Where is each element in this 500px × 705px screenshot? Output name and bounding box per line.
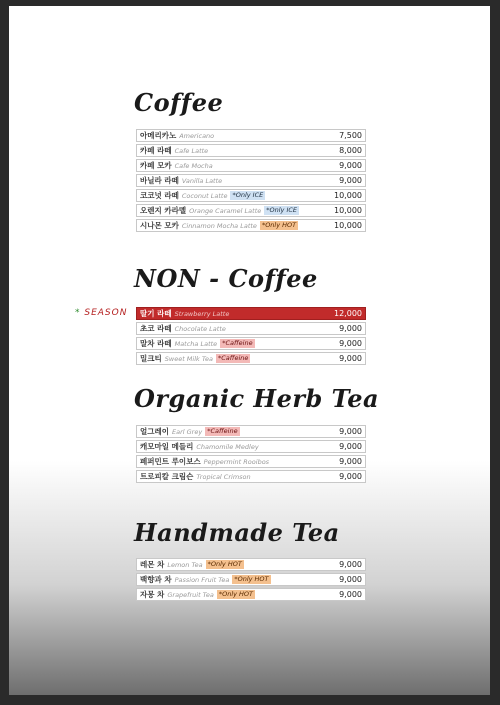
item-price: 9,000 — [339, 176, 362, 185]
item-name-en: Strawberry Latte — [174, 309, 230, 318]
item-name-en: Peppermint Rooibos — [203, 457, 270, 466]
menu-item — [136, 470, 366, 483]
item-name-ko: 백향과 차 — [140, 575, 172, 584]
menu-item — [136, 204, 366, 217]
item-name-en: Orange Caramel Latte — [189, 206, 262, 215]
menu-item-season — [136, 307, 366, 320]
item-name-en: Cafe Mocha — [174, 161, 213, 170]
item-name-ko: 얼그레이 — [140, 427, 169, 436]
item-name-ko: 초코 라떼 — [140, 324, 172, 333]
item-name-en: Earl Grey — [171, 427, 203, 436]
item-price: 9,000 — [339, 575, 362, 584]
menu-item — [136, 129, 366, 142]
menu-item — [136, 352, 366, 365]
item-price: 10,000 — [334, 221, 362, 230]
menu-item — [136, 322, 366, 335]
item-price: 8,000 — [339, 146, 362, 155]
item-price: 10,000 — [334, 206, 362, 215]
item-tag: *Caffeine — [222, 339, 253, 347]
season-label-text: SEASON — [84, 308, 128, 318]
handmade-tea-table — [136, 558, 366, 603]
item-price: 12,000 — [334, 309, 362, 318]
item-name-ko: 딸기 라떼 — [140, 309, 172, 318]
item-name-en: Tropical Crimson — [196, 472, 251, 481]
section-title-non-coffee: NON - Coffee — [134, 264, 318, 293]
item-name-en: Americano — [179, 131, 215, 140]
item-name-ko: 코코넛 라떼 — [140, 191, 179, 200]
item-name-ko: 캐모마일 메들리 — [140, 442, 194, 451]
item-name-ko: 오렌지 카라멜 — [140, 206, 187, 215]
item-name-en: Matcha Latte — [174, 339, 218, 348]
item-tag: *Only HOT — [261, 221, 297, 229]
menu-item — [136, 189, 366, 202]
item-price: 7,500 — [339, 131, 362, 140]
item-name-en: Chamomile Medley — [196, 442, 259, 451]
menu-page — [9, 6, 490, 695]
item-name-en: Lemon Tea — [167, 560, 203, 569]
item-name-en: Vanilla Latte — [181, 176, 223, 185]
item-tag: *Only HOT — [207, 560, 242, 568]
item-name-en: Chocolate Latte — [174, 324, 226, 333]
item-price: 9,000 — [339, 354, 362, 363]
item-tag: *Only ICE — [266, 206, 298, 214]
item-name-ko: 아메리카노 — [140, 131, 177, 140]
item-price: 9,000 — [339, 442, 362, 451]
menu-item — [136, 337, 366, 350]
item-name-en: Cinnamon Mocha Latte — [181, 221, 257, 230]
section-title-handmade-tea: Handmade Tea — [134, 518, 340, 547]
season-label: * SEASON — [75, 308, 128, 318]
item-price: 9,000 — [339, 161, 362, 170]
item-tag: *Only HOT — [218, 590, 254, 598]
menu-item — [136, 440, 366, 453]
item-name-ko: 밀크티 — [140, 354, 162, 363]
item-tag: *Caffeine — [207, 427, 238, 435]
item-name-ko: 자몽 차 — [140, 590, 165, 599]
menu-item — [136, 159, 366, 172]
section-title-herb-tea: Organic Herb Tea — [134, 384, 380, 413]
section-title-coffee: Coffee — [134, 88, 224, 117]
item-name-ko: 바닐라 라떼 — [140, 176, 179, 185]
item-name-en: Passion Fruit Tea — [174, 575, 230, 584]
non-coffee-table — [136, 307, 366, 367]
item-tag: *Caffeine — [218, 354, 249, 362]
menu-item — [136, 144, 366, 157]
item-price: 9,000 — [339, 472, 362, 481]
menu-item — [136, 573, 366, 586]
item-name-ko: 말차 라떼 — [140, 339, 172, 348]
menu-item — [136, 174, 366, 187]
menu-item — [136, 219, 366, 232]
item-price: 9,000 — [339, 324, 362, 333]
item-name-en: Cafe Latte — [174, 146, 209, 155]
item-name-en: Coconut Latte — [181, 191, 228, 200]
menu-item — [136, 425, 366, 438]
item-price: 9,000 — [339, 339, 362, 348]
item-name-ko: 시나몬 모카 — [140, 221, 179, 230]
item-price: 9,000 — [339, 560, 362, 569]
menu-item — [136, 558, 366, 571]
item-price: 9,000 — [339, 427, 362, 436]
item-name-ko: 레몬 차 — [140, 560, 165, 569]
menu-item — [136, 588, 366, 601]
item-tag: *Only HOT — [234, 575, 269, 583]
coffee-table — [136, 129, 366, 234]
item-name-en: Sweet Milk Tea — [164, 354, 214, 363]
item-name-ko: 카페 모카 — [140, 161, 172, 170]
item-name-en: Grapefruit Tea — [167, 590, 214, 599]
menu-item — [136, 455, 366, 468]
item-price: 9,000 — [339, 590, 362, 599]
item-price: 9,000 — [339, 457, 362, 466]
item-tag: *Only ICE — [232, 191, 264, 199]
herb-tea-table — [136, 425, 366, 485]
item-name-ko: 트로피칼 크림슨 — [140, 472, 194, 481]
item-price: 10,000 — [334, 191, 362, 200]
item-name-ko: 카페 라떼 — [140, 146, 172, 155]
item-name-ko: 페퍼민트 루이보스 — [140, 457, 201, 466]
